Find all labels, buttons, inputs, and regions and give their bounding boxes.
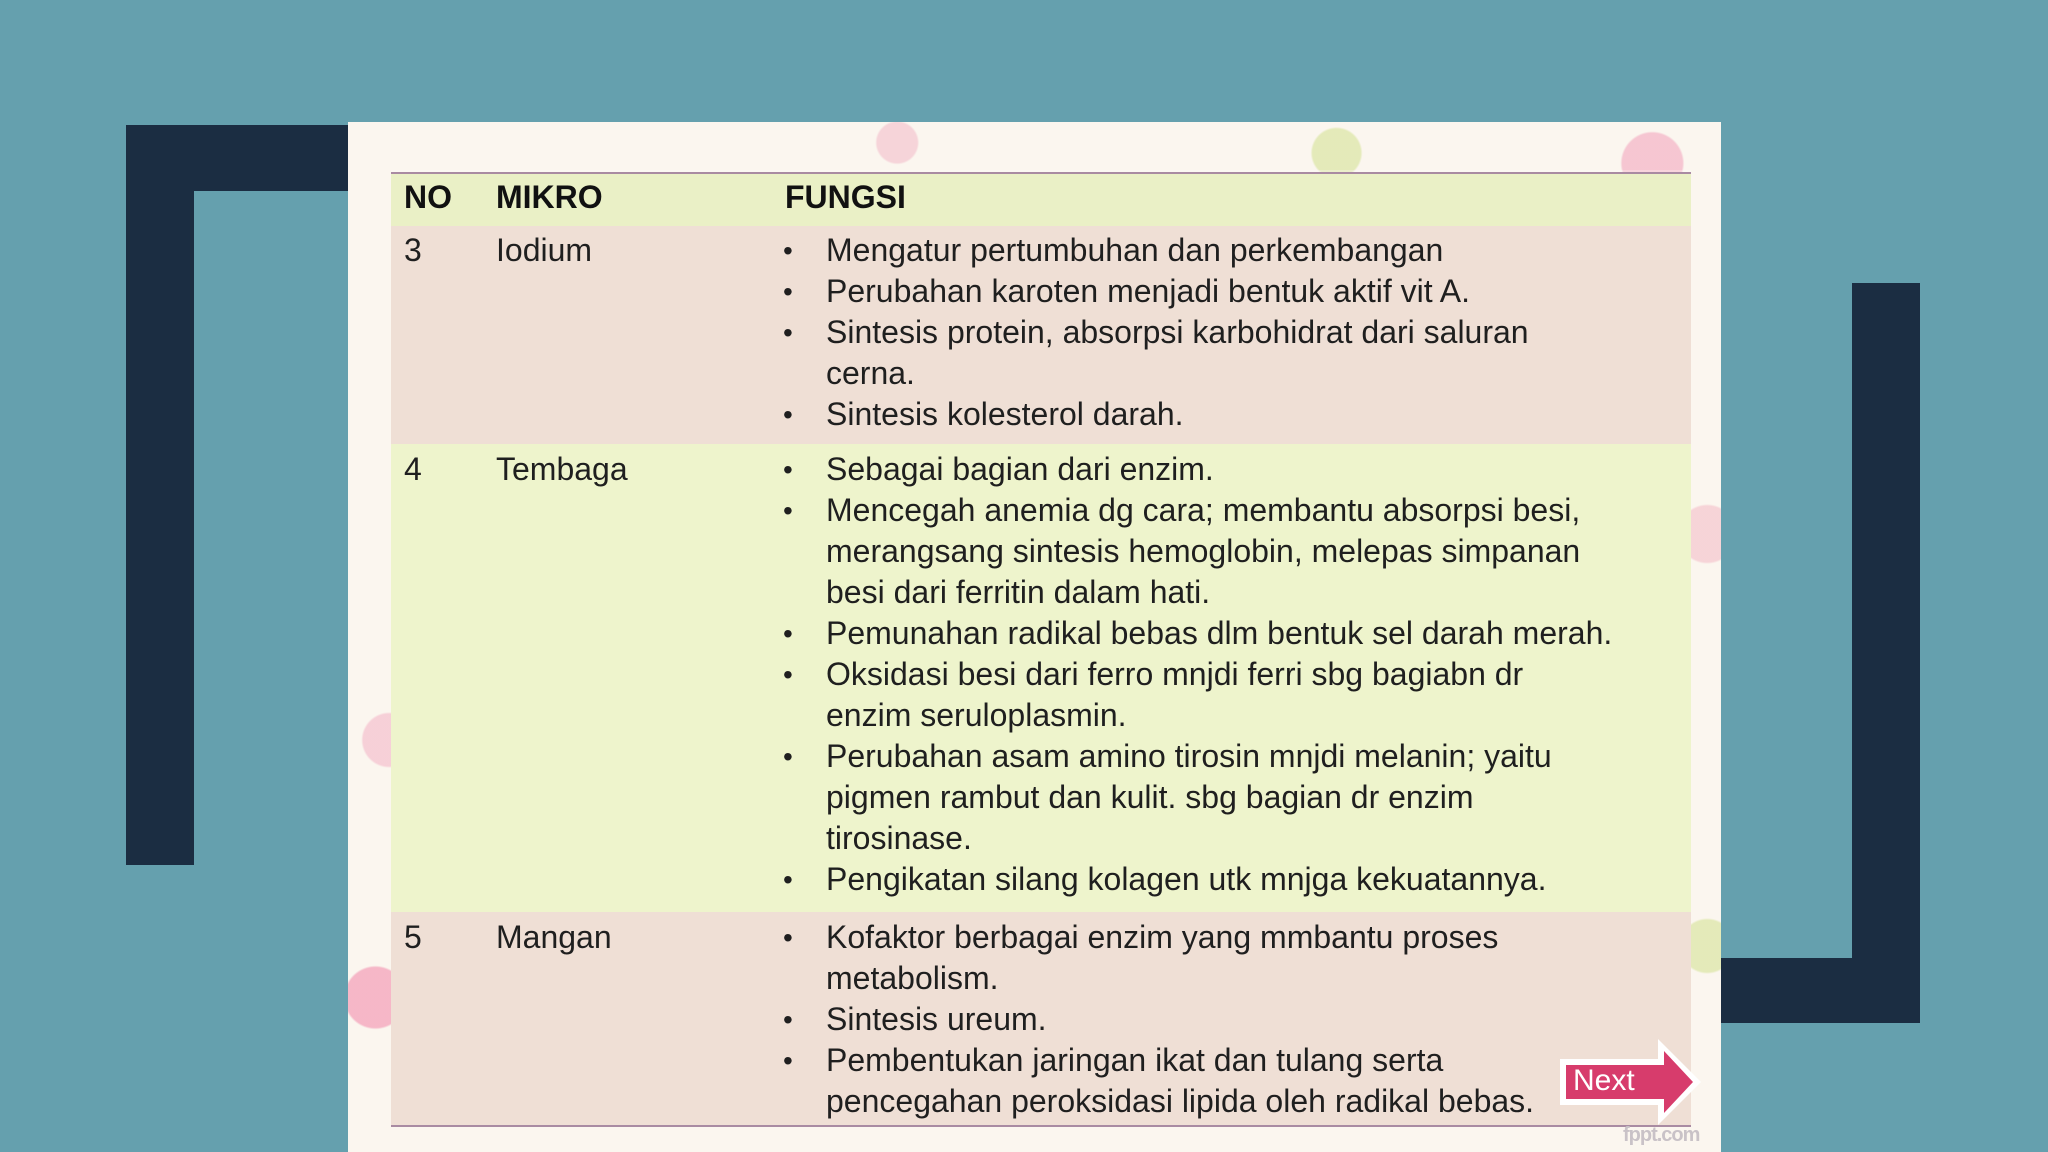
fungsi-list xyxy=(783,449,1693,900)
list-item: • Pengikatan silang kolagen utk mnjga kekuatannya. xyxy=(783,859,1693,900)
list-item: • Pemunahan radikal bebas dlm bentuk sel darah merah. xyxy=(783,613,1693,654)
list-item: • Mengatur pertumbuhan dan perkembangan xyxy=(783,230,1693,271)
list-item: • Sintesis kolesterol darah. xyxy=(783,394,1693,435)
next-button[interactable] xyxy=(1558,1037,1703,1127)
next-button-label: Next xyxy=(1573,1064,1635,1097)
list-item: • Mencegah anemia dg cara; membantu absorpsi besi, merangsang sintesis hemoglobin, melepas simpanan besi dari ferritin dalam hati. xyxy=(783,490,1693,613)
list-item: • Pembentukan jaringan ikat dan tulang serta pencegahan peroksidasi lipida oleh radikal bebas. xyxy=(783,1040,1693,1122)
row-mikro: Iodium xyxy=(496,232,593,268)
row-mikro: Tembaga xyxy=(496,451,628,487)
list-item: • Sintesis protein, absorpsi karbohidrat dari saluran cerna. xyxy=(783,312,1693,394)
row-no: 3 xyxy=(404,232,422,268)
decorative-bracket-right xyxy=(1852,283,1920,1023)
fungsi-list xyxy=(783,230,1693,435)
header-mikro: MIKRO xyxy=(496,179,603,215)
list-item: • Kofaktor berbagai enzim yang mmbantu proses metabolism. xyxy=(783,917,1693,999)
slide xyxy=(348,122,1721,1152)
list-item: • Oksidasi besi dari ferro mnjdi ferri sbg bagiabn dr enzim seruloplasmin. xyxy=(783,654,1693,736)
watermark: fppt.com xyxy=(1623,1124,1700,1146)
row-no: 5 xyxy=(404,919,422,955)
list-item: • Sebagai bagian dari enzim. xyxy=(783,449,1693,490)
table-bottom-border xyxy=(391,1125,1691,1127)
decorative-bracket-left-top xyxy=(126,125,361,191)
decorative-bracket-left xyxy=(126,125,194,865)
header-fungsi: FUNGSI xyxy=(785,179,906,215)
fungsi-list xyxy=(783,917,1693,1122)
header-no: NO xyxy=(404,179,452,215)
list-item: • Perubahan karoten menjadi bentuk aktif vit A. xyxy=(783,271,1693,312)
list-item: • Sintesis ureum. xyxy=(783,999,1693,1040)
row-no: 4 xyxy=(404,451,422,487)
list-item: • Perubahan asam amino tirosin mnjdi melanin; yaitu pigmen rambut dan kulit. sbg bagian dr enzim tirosinase. xyxy=(783,736,1693,859)
row-mikro: Mangan xyxy=(496,919,612,955)
